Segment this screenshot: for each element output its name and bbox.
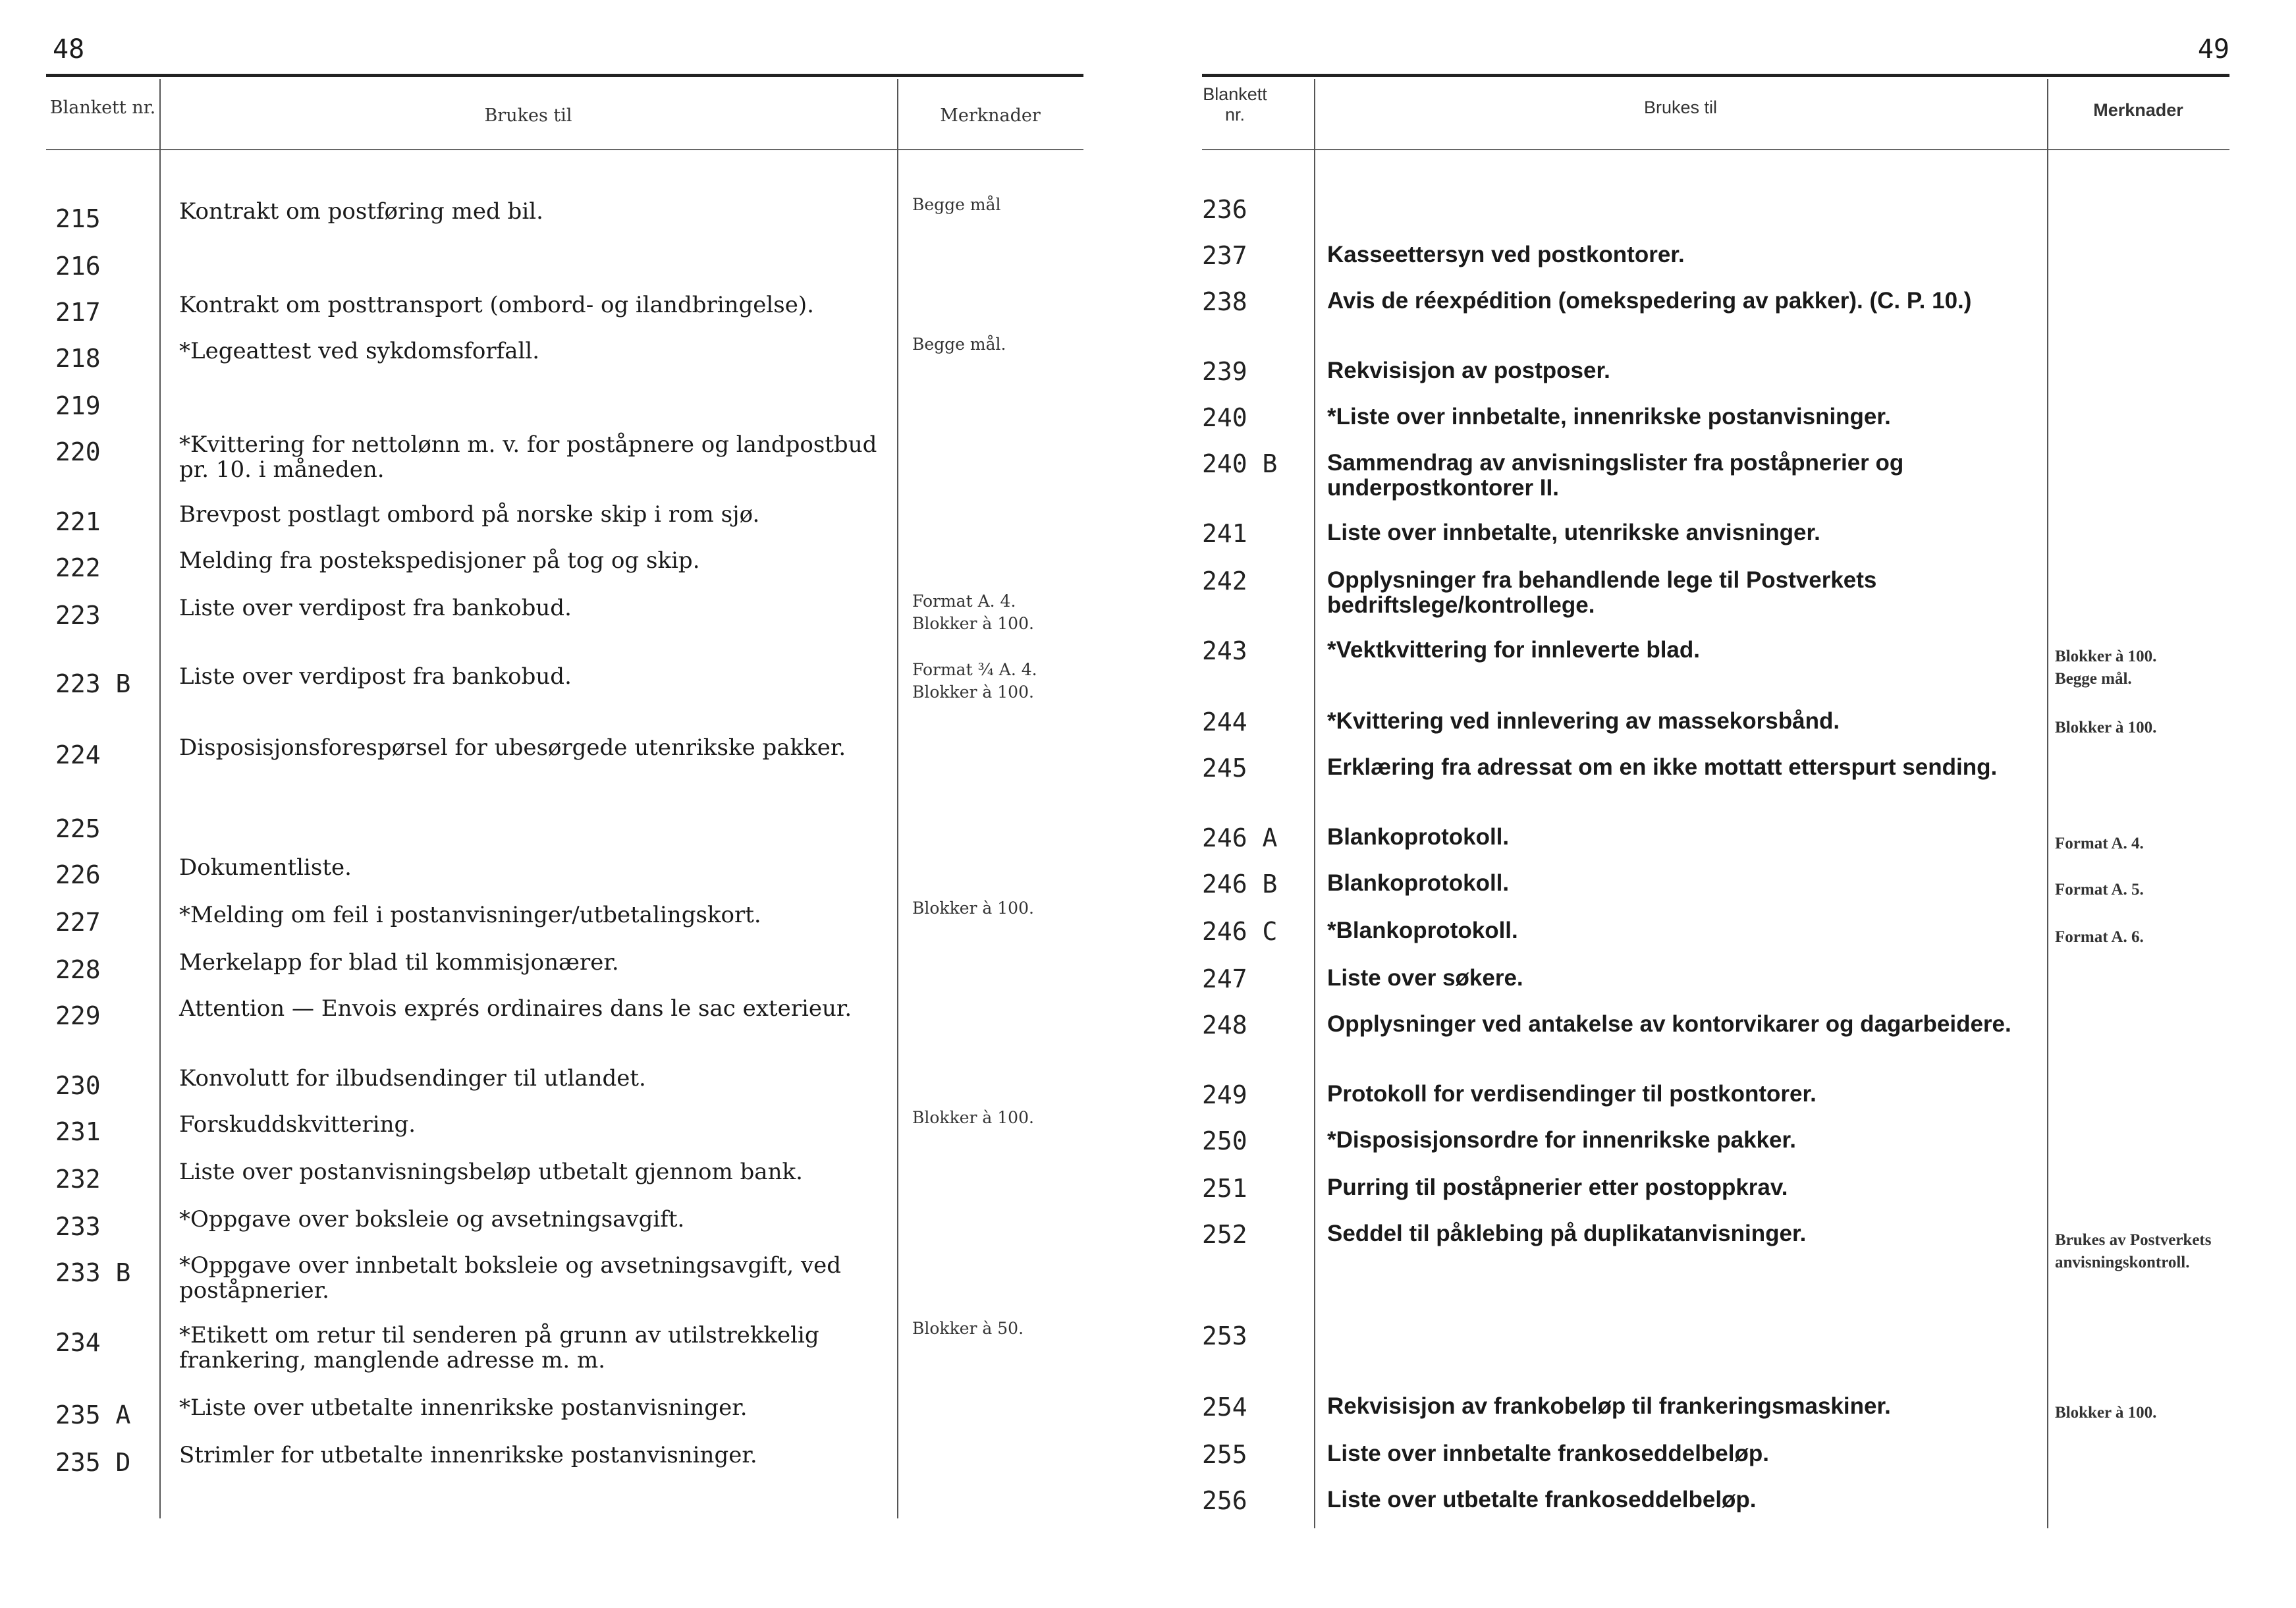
form-description: *Blankoprotokoll. (1327, 918, 1518, 943)
form-number: 230 (55, 1071, 101, 1100)
form-description: Brevpost postlagt ombord på norske skip i rom sjø. (179, 501, 760, 528)
form-remark: Brukes av Postverkets anvisningskontroll. (2055, 1231, 2212, 1271)
header-rule-top (1202, 74, 2229, 77)
form-remark: Blokker à 100. (2055, 719, 2157, 736)
form-description: Kontrakt om postføring med bil. (179, 198, 543, 225)
form-number: 247 (1202, 964, 1247, 993)
form-number: 233 B (55, 1258, 131, 1287)
form-number: 246 C (1202, 917, 1278, 946)
form-description: *Vektkvittering for innleverte blad. (1327, 637, 1700, 663)
form-description: Blankoprotokoll. (1327, 870, 1510, 896)
form-number: 254 (1202, 1393, 1247, 1422)
form-description: Kasseettersyn ved postkontorer. (1327, 242, 1685, 267)
form-description: Forskuddskvittering. (179, 1111, 416, 1138)
column-divider (2047, 79, 2048, 1528)
form-description: Liste over innbetalte frankoseddelbeløp. (1327, 1441, 1769, 1466)
form-description: Attention — Envois exprés ordinaires dans le sac exterieur. (179, 995, 852, 1022)
column-divider (897, 79, 898, 1518)
form-remark: Format A. 6. (2055, 928, 2144, 946)
form-remark: Blokker à 100. Begge mål. (2055, 648, 2157, 688)
form-description: Liste over utbetalte frankoseddelbeløp. (1327, 1487, 1757, 1512)
form-description: Liste over innbetalte, utenrikske anvisninger. (1327, 520, 1820, 545)
header-rule-bottom (1202, 149, 2229, 150)
form-number: 238 (1202, 287, 1247, 316)
form-description: Liste over verdipost fra bankobud. (179, 663, 572, 690)
form-description: *Liste over innbetalte, innenrikske postanvisninger. (1327, 404, 1891, 430)
form-number: 255 (1202, 1440, 1247, 1469)
form-number: 237 (1202, 241, 1247, 270)
form-number: 250 (1202, 1126, 1247, 1155)
form-number: 251 (1202, 1174, 1247, 1203)
form-description: Melding fra postekspedisjoner på tog og skip. (179, 547, 700, 574)
column-divider (1314, 79, 1315, 1528)
form-number: 233 (55, 1212, 101, 1241)
form-description: *Melding om feil i postanvisninger/utbetalingskort. (179, 902, 761, 928)
form-number: 235 D (55, 1448, 131, 1477)
form-number: 241 (1202, 519, 1247, 548)
form-number: 219 (55, 391, 101, 420)
form-description: Seddel til påklebing på duplikatanvisninger. (1327, 1221, 1807, 1246)
form-description: *Legeattest ved sykdomsforfall. (179, 338, 540, 364)
form-number: 239 (1202, 357, 1247, 386)
form-description: Erklæring fra adressat om en ikke mottatt etterspurt sending. (1327, 754, 1998, 780)
form-number: 246 A (1202, 823, 1278, 852)
form-description: *Liste over utbetalte innenrikske postanvisninger. (179, 1395, 748, 1421)
form-number: 223 B (55, 669, 131, 698)
right-page (1202, 0, 2229, 1608)
form-description: *Kvittering for nettolønn m. v. for poståpnere og landpostbud pr. 10. i måneden. (179, 431, 877, 483)
form-number: 223 (55, 601, 101, 630)
header-rule-bottom (46, 149, 1083, 150)
form-number: 240 B (1202, 449, 1278, 478)
form-remark: Blokker à 100. (912, 899, 1034, 918)
header-brukes-til: Brukes til (1643, 97, 1718, 117)
form-number: 215 (55, 204, 101, 233)
form-description: Strimler for utbetalte innenrikske postanvisninger. (179, 1442, 757, 1468)
column-divider (159, 79, 161, 1518)
form-description: Blankoprotokoll. (1327, 824, 1510, 850)
header-rule-top (46, 74, 1083, 77)
form-number: 228 (55, 955, 101, 984)
form-remark: Begge mål. (912, 335, 1006, 354)
form-number: 229 (55, 1001, 101, 1030)
header-blankett-nr: Blankett nr. (1203, 84, 1267, 125)
form-number: 217 (55, 298, 101, 327)
form-remark: Blokker à 50. (912, 1319, 1024, 1338)
header-blankett-nr: Blankett nr. (49, 97, 156, 118)
form-description: Liste over verdipost fra bankobud. (179, 595, 572, 621)
form-number: 240 (1202, 403, 1247, 432)
form-remark: Blokker à 100. (2055, 1404, 2157, 1422)
form-number: 226 (55, 860, 101, 889)
form-number: 225 (55, 814, 101, 843)
form-description: *Oppgave over innbetalt boksleie og avsetningsavgift, ved poståpnerier. (179, 1252, 842, 1304)
form-number: 216 (55, 252, 101, 281)
form-number: 231 (55, 1117, 101, 1146)
form-description: Merkelapp for blad til kommisjonærer. (179, 949, 619, 976)
form-description: Liste over søkere. (1327, 965, 1523, 991)
form-remark: Format A. 4. Blokker à 100. (912, 592, 1034, 633)
header-merknader: Merknader (2093, 100, 2183, 120)
form-number: 253 (1202, 1321, 1247, 1350)
form-description: Dokumentliste. (179, 854, 352, 881)
form-number: 248 (1202, 1011, 1247, 1040)
form-number: 245 (1202, 754, 1247, 783)
form-number: 242 (1202, 567, 1247, 596)
form-number: 252 (1202, 1220, 1247, 1249)
form-description: Purring til poståpnerier etter postoppkrav. (1327, 1175, 1788, 1200)
form-description: Konvolutt for ilbudsendinger til utlandet. (179, 1065, 646, 1092)
header-merknader: Merknader (940, 105, 1041, 126)
form-remark: Format A. 4. (2055, 835, 2144, 852)
header-brukes-til: Brukes til (484, 105, 572, 126)
form-description: Opplysninger ved antakelse av kontorvikarer og dagarbeidere. (1327, 1011, 2011, 1037)
form-number: 227 (55, 908, 101, 937)
form-number: 234 (55, 1328, 101, 1357)
form-number: 222 (55, 553, 101, 582)
form-number: 246 B (1202, 870, 1278, 899)
form-number: 220 (55, 437, 101, 466)
form-description: *Etikett om retur til senderen på grunn av utilstrekkelig frankering, manglende adresse m. m. (179, 1322, 819, 1373)
form-description: Sammendrag av anvisningslister fra poståpnerier og underpostkontorer II. (1327, 450, 1904, 501)
form-number: 232 (55, 1165, 101, 1194)
form-description: Opplysninger fra behandlende lege til Postverkets bedriftslege/kontrollege. (1327, 567, 1877, 618)
form-description: Liste over postanvisningsbeløp utbetalt gjennom bank. (179, 1159, 803, 1185)
form-number: 244 (1202, 707, 1247, 736)
page-number: 49 (2197, 34, 2229, 65)
form-number: 224 (55, 740, 101, 769)
form-number: 221 (55, 507, 101, 536)
form-remark: Format ¾ A. 4. Blokker à 100. (912, 660, 1037, 702)
form-remark: Format A. 5. (2055, 881, 2144, 899)
form-description: Avis de réexpédition (omekspedering av pakker). (C. P. 10.) (1327, 288, 1972, 314)
form-description: *Kvittering ved innlevering av massekorsbånd. (1327, 708, 1840, 734)
form-number: 236 (1202, 195, 1247, 224)
form-description: Protokoll for verdisendinger til postkontorer. (1327, 1081, 1817, 1107)
form-description: *Oppgave over boksleie og avsetningsavgift. (179, 1206, 685, 1233)
form-number: 235 A (55, 1400, 131, 1429)
form-description: Rekvisisjon av postposer. (1327, 358, 1610, 383)
form-number: 243 (1202, 636, 1247, 665)
form-description: *Disposisjonsordre for innenrikske pakker. (1327, 1127, 1796, 1153)
form-description: Kontrakt om posttransport (ombord- og ilandbringelse). (179, 292, 814, 318)
form-number: 218 (55, 344, 101, 373)
page-number: 48 (53, 34, 85, 65)
form-description: Rekvisisjon av frankobeløp til frankeringsmaskiner. (1327, 1393, 1891, 1419)
form-number: 249 (1202, 1080, 1247, 1109)
left-page (46, 0, 1083, 1608)
form-description: Disposisjonsforespørsel for ubesørgede utenrikske pakker. (179, 735, 846, 761)
form-number: 256 (1202, 1486, 1247, 1515)
form-remark: Begge mål (912, 195, 1001, 214)
form-remark: Blokker à 100. (912, 1108, 1034, 1127)
